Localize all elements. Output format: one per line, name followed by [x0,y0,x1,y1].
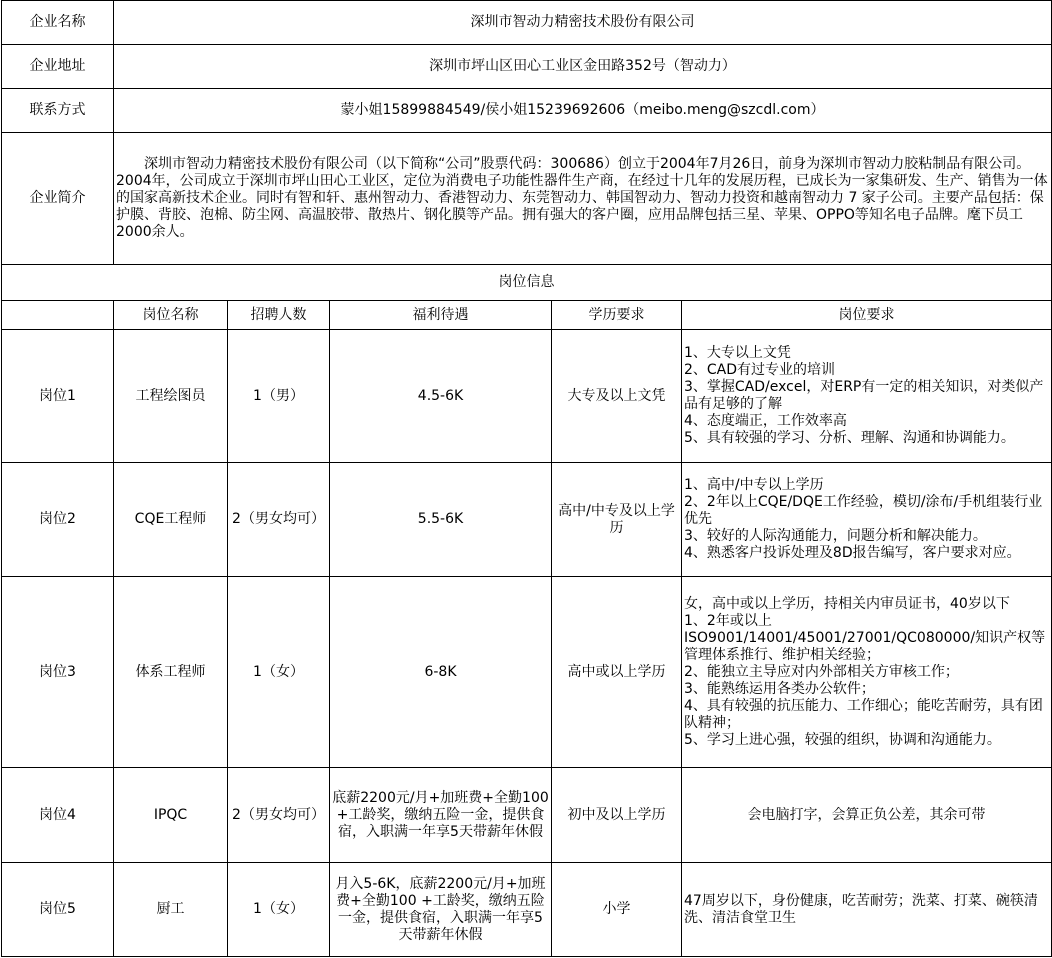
intro-row [2,133,1052,265]
job-id: 岗位2 [2,463,114,577]
requirement-line: 2、能独立主导应对内外部相关方审核工作； [684,663,959,680]
job-id: 岗位4 [2,768,114,863]
job-name: IPQC [114,768,228,863]
requirement-line: 1、高中/中专以上学历 [684,477,824,493]
job-name: CQE工程师 [114,463,228,577]
requirement-line: 2、2年以上CQE/DQE工作经验，模切/涂布/手机组装行业优先 [684,494,1043,527]
requirement-line: 4、具有较强的抗压能力、工作细心；能吃苦耐劳，具有团队精神； [684,697,1043,731]
job-row-5 [2,863,1052,957]
jobs-section-row [2,265,1052,301]
header-blank [2,301,114,330]
job-requirements [682,330,1052,463]
job-row-1 [2,330,1052,463]
requirement-line: 5、具有较强的学习、分析、理解、沟通和协调能力。 [684,430,1015,446]
company-intro: 深圳市智动力精密技术股份有限公司（以下简称“公司”股票代码：300686）创立于2004年7月26日，前身为深圳市智动力胶粘制品有限公司。2004年，公司成立于深圳市坪山田心工业区，定位为消费电子功能性器件生产商，在经过十几年的发展历程，已成长为一家集研发、生产、销售为一体的国家高新技术企业。同时有智和轩、惠州智动力、香港智动力、东莞智动力、韩国智动力、智动力投资和越南智动力 7 家子公司。主要产品包括：保护膜、背胶、泡棉、防尘网、高温胶带、散热片、钢化膜等产品。拥有强大的客户圈，应用品牌包括三星、苹果、OPPO等知名电子品牌。麾下员工2000余人。 [114,133,1052,265]
requirement-line: 会电脑打字，会算正负公差，其余可带 [747,806,986,823]
company-address-label: 企业地址 [2,45,114,89]
recruitment-sheet [1,0,1052,957]
job-education: 初中及以上学历 [552,768,682,863]
job-id: 岗位1 [2,330,114,463]
job-id: 岗位5 [2,863,114,957]
requirement-line: 2、CAD有过专业的培训 [684,362,836,378]
job-headcount: 1（女） [228,577,330,768]
requirement-line: 4、熟悉客户投诉处理及8D报告编写，客户要求对应。 [684,545,1021,561]
requirement-line: 3、掌握CAD/excel，对ERP有一定的相关知识，对类似产品有足够的了解 [684,379,1044,412]
header-requirements: 岗位要求 [682,301,1052,330]
job-name: 厨工 [114,863,228,957]
job-requirements [682,577,1052,768]
job-headcount: 1（男） [228,330,330,463]
job-headcount: 1（女） [228,863,330,957]
job-education: 高中或以上学历 [552,577,682,768]
job-headcount: 2（男女均可） [228,463,330,577]
header-benefits: 福利待遇 [330,301,552,330]
company-name-row [2,1,1052,45]
job-benefits: 5.5-6K [330,463,552,577]
requirement-line: 47周岁以下，身份健康，吃苦耐劳；洗菜、打菜、碗筷清洗、清洁食堂卫生 [684,892,1038,926]
job-row-3 [2,577,1052,768]
job-education: 大专及以上文凭 [552,330,682,463]
contact-row [2,89,1052,133]
requirement-line: 3、能熟练运用各类办公软件； [684,680,875,697]
requirement-line: 1、2年或以上ISO9001/14001/45001/27001/QC080000/知识产权等管理体系推行、维护相关经验； [684,612,1046,663]
requirement-line: 女，高中或以上学历，持相关内审员证书，40岁以下 [684,595,1010,612]
job-header-row [2,301,1052,330]
job-benefits: 6-8K [330,577,552,768]
company-name: 深圳市智动力精密技术股份有限公司 [114,1,1052,45]
job-id: 岗位3 [2,577,114,768]
job-education: 高中/中专及以上学历 [552,463,682,577]
contact-label: 联系方式 [2,89,114,133]
job-benefits: 4.5-6K [330,330,552,463]
requirement-line: 1、大专以上文凭 [684,345,791,361]
requirement-line: 5、学习上进心强，较强的组织，协调和沟通能力。 [684,731,1001,748]
header-education: 学历要求 [552,301,682,330]
requirement-line: 4、态度端正，工作效率高 [684,413,847,429]
header-headcount: 招聘人数 [228,301,330,330]
job-name: 工程绘图员 [114,330,228,463]
company-name-label: 企业名称 [2,1,114,45]
contact-info: 蒙小姐15899884549/侯小姐15239692606（meibo.meng@szcdl.com） [114,89,1052,133]
job-name: 体系工程师 [114,577,228,768]
job-requirements [682,768,1052,863]
job-education: 小学 [552,863,682,957]
job-requirements [682,463,1052,577]
intro-label: 企业简介 [2,133,114,265]
job-requirements [682,863,1052,957]
job-row-2 [2,463,1052,577]
company-address-row [2,45,1052,89]
job-benefits: 底薪2200元/月+加班费+全勤100 +工龄奖，缴纳五险一金，提供食宿，入职满一年享5天带薪年休假 [330,768,552,863]
company-address: 深圳市坪山区田心工业区金田路352号（智动力） [114,45,1052,89]
job-benefits: 月入5-6K，底薪2200元/月+加班费+全勤100 +工龄奖，缴纳五险一金，提供食宿，入职满一年享5天带薪年休假 [330,863,552,957]
requirement-line: 3、较好的人际沟通能力，问题分析和解决能力。 [684,528,987,544]
header-job-name: 岗位名称 [114,301,228,330]
jobs-section-title: 岗位信息 [2,265,1052,301]
job-row-4 [2,768,1052,863]
job-headcount: 2（男女均可） [228,768,330,863]
